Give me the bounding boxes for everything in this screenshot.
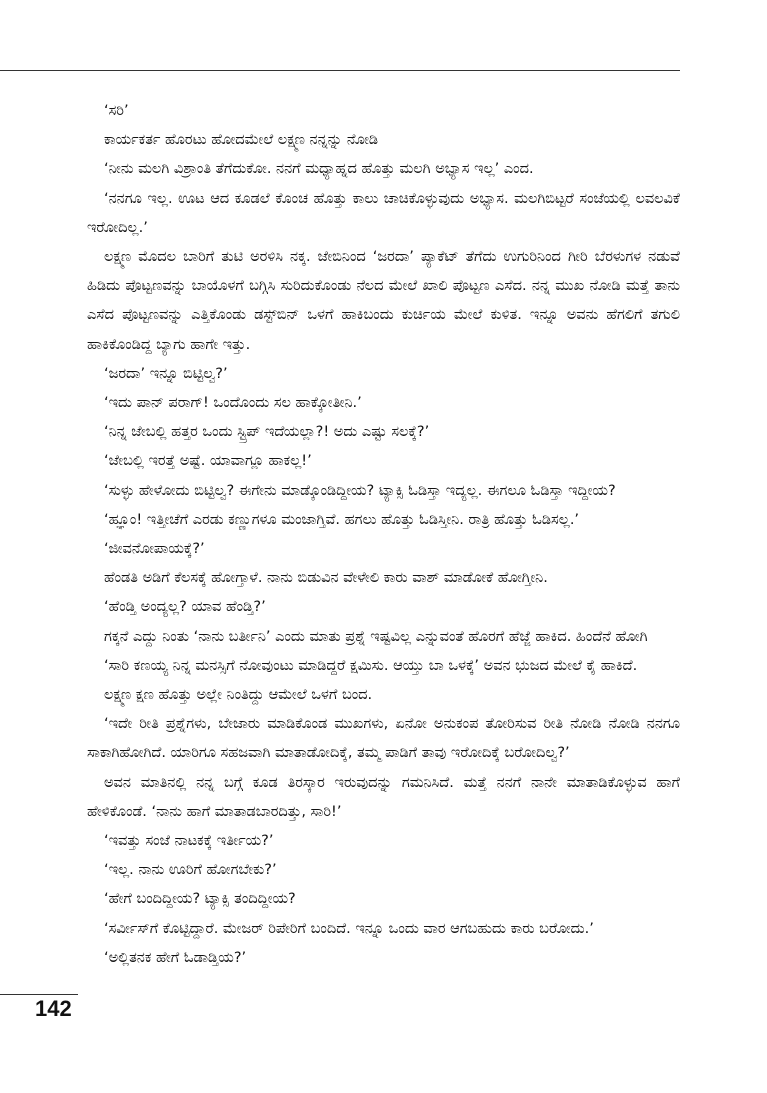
paragraph: ‘ಹ್ಞೂಂ! ಇತ್ತೀಚೆಗೆ ಎರಡು ಕಣ್ಣುಗಳೂ ಮಂಜಾಗ್ತಿವೆ. ಹಗಲು ಹೊತ್ತು ಓಡಿಸ್ತೀನಿ. ರಾತ್ರಿ ಹೊತ್ತು ಓಡಿಸಲ್ಲ.’ [104,511,580,528]
paragraph: ಕಾರ್ಯಕರ್ತ ಹೊರಟು ಹೋದಮೇಲೆ ಲಕ್ಷ್ಮಣ ನನ್ನನ್ನು ನೋಡಿ [104,132,379,149]
paragraph: ‘ಜೀವನೋಪಾಯಕ್ಕೆ?’ [104,541,205,558]
paragraph: ‘ನನಗೂ ಇಲ್ಲ. ಊಟ ಆದ ಕೂಡಲೆ ಕೊಂಚ ಹೊತ್ತು ಕಾಲು ಚಾಚಿಕೊಳ್ಳುವುದು ಅಭ್ಯಾಸ. ಮಲಗಿಬಿಟ್ಟರೆ ಸಂಜೆಯಲ್ಲಿ ಲವಲವಿಕೆ ಇರೋದಿಲ್ಲ.’ [87,190,680,236]
paragraph: ‘ಹೆಂಡ್ತಿ ಅಂದ್ಯಲ್ಲ? ಯಾವ ಹೆಂಡ್ತಿ?’ [104,599,266,616]
paragraph: ‘ಇದೇ ರೀತಿ ಪ್ರಶ್ನೆಗಳು, ಬೇಜಾರು ಮಾಡಿಕೊಂಡ ಮುಖಗಳು, ಏನೋ ಅನುಕಂಪ ತೋರಿಸುವ ರೀತಿ ನೋಡಿ ನೋಡಿ ನನಗೂ ಸಾಕಾಗಿಹೋಗಿದೆ. ಯಾರಿಗೂ ಸಹಜವಾಗಿ ಮಾತಾಡೋದಿಕ್ಕೆ, ತಮ್ಮ ಪಾಡಿಗೆ ತಾವು ಇರೋದಿಕ್ಕೆ ಬರೋದಿಲ್ವ?’ [87,716,680,762]
paragraph: ಗಕ್ಕನೆ ಎದ್ದು ನಿಂತು ‘ನಾನು ಬರ್ತೀನಿ’ ಎಂದು ಮಾತು ಪ್ರಶ್ನೆ ಇಷ್ಟವಿಲ್ಲ ಎನ್ನುವಂತೆ ಹೊರಗೆ ಹೆಜ್ಜೆ ಹಾಕಿದ. ಹಿಂದೆನೆ ಹೋಗಿ [104,628,648,645]
paragraph: ‘ಜೇಬಲ್ಲಿ ಇರತ್ತೆ ಅಷ್ಟೆ. ಯಾವಾಗ್ಲೂ ಹಾಕಲ್ಲ!’ [104,453,312,470]
page-number: 142 [35,996,72,1021]
paragraph: ‘ಸಾರಿ ಕಣಯ್ಯ ನಿನ್ನ ಮನಸ್ಸಿಗೆ ನೋವುಂಟು ಮಾಡಿದ್ದರೆ ಕ್ಷಮಿಸು. ಆಯ್ತು ಬಾ ಒಳಕ್ಕೆ’ ಅವನ ಭುಜದ ಮೇಲೆ ಕೈ ಹಾಕಿದೆ. [104,657,638,674]
paragraph: ಅವನ ಮಾತಿನಲ್ಲಿ ನನ್ನ ಬಗ್ಗೆ ಕೂಡ ತಿರಸ್ಕಾರ ಇರುವುದನ್ನು ಗಮನಿಸಿದೆ. ಮತ್ತೆ ನನಗೆ ನಾನೇ ಮಾತಾಡಿಕೊಳ್ಳುವ ಹಾಗೆ ಹೇಳಿಕೊಂಡೆ. ‘ನಾನು ಹಾಗೆ ಮಾತಾಡಬಾರದಿತ್ತು, ಸಾರಿ!’ [87,774,680,820]
paragraph: ‘ಹೇಗೆ ಬಂದಿದ್ದೀಯ? ಟ್ಯಾಕ್ಸಿ ತಂದಿದ್ದೀಯ? [104,891,296,908]
paragraph: ‘ಸರಿ’ [104,103,129,119]
paragraph: ‘ಸುಳ್ಳು ಹೇಳೋದು ಬಿಟ್ಟಿಲ್ವ? ಈಗೇನು ಮಾಡ್ಕೊಂಡಿದ್ದೀಯ? ಟ್ಯಾಕ್ಸಿ ಓಡಿಸ್ತಾ ಇದ್ಯಲ್ಲ. ಈಗಲೂ ಓಡಿಸ್ತಾ ಇದ್ದೀಯ? [104,482,616,499]
paragraph: ಲಕ್ಷ್ಮಣ ಮೊದಲ ಬಾರಿಗೆ ತುಟಿ ಅರಳಿಸಿ ನಕ್ಕ. ಜೇಬಿನಿಂದ ‘ಜರದಾ’ ಪ್ಯಾಕೆಟ್ ತೆಗೆದು ಉಗುರಿನಿಂದ ಗೀರಿ ಬೆರಳುಗಳ ನಡುವೆ ಹಿಡಿದು ಪೊಟ್ಟಣವನ್ನು ಬಾಯೊಳಗೆ ಬಗ್ಗಿಸಿ ಸುರಿದುಕೊಂಡು ನೆಲದ ಮೇಲೆ ಖಾಲಿ ಪೊಟ್ಟಣ ಎಸೆದ. ನನ್ನ ಮುಖ ನೋಡಿ ಮತ್ತೆ ತಾನು ಎಸೆದ ಪೊಟ್ಟಣವನ್ನು ಎತ್ತಿಕೊಂಡು ಡಸ್ಟ್‌ಬಿನ್ ಒಳಗೆ ಹಾಕಿಬಂದು ಕುರ್ಚಿಯ ಮೇಲೆ ಕುಳಿತ. ಇನ್ನೂ ಅವನು ಹೆಗಲಿಗೆ ತಗುಲಿ ಹಾಕಿಕೊಂಡಿದ್ದ ಬ್ಯಾಗು ಹಾಗೇ ಇತ್ತು. [87,249,680,353]
paragraph: ‘ಇದು ಪಾನ್ ಪರಾಗ್! ಒಂದೊಂದು ಸಲ ಹಾಕ್ಕೋತೀನಿ.’ [104,395,362,412]
paragraph: ಲಕ್ಷ್ಮಣ ಕ್ಷಣ ಹೊತ್ತು ಅಲ್ಲೇ ನಿಂತಿದ್ದು ಆಮೇಲೆ ಒಳಗೆ ಬಂದ. [104,687,373,704]
paragraph: ‘ನಿನ್ನ ಜೇಬಲ್ಲಿ ಹತ್ತರ ಒಂದು ಸ್ಟ್ರಿಪ್ ಇದೆಯಲ್ಲಾ?! ಅದು ಎಷ್ಟು ಸಲಕ್ಕೆ?’ [104,424,430,441]
paragraph: ‘ಇವತ್ತು ಸಂಜೆ ನಾಟಕಕ್ಕೆ ಇರ್ತೀಯ?’ [104,833,274,850]
paragraph: ‘ಸರ್ವೀಸ್‌ಗೆ ಕೊಟ್ಟಿದ್ದಾರೆ. ಮೇಜರ್ ರಿಪೇರಿಗೆ ಬಂದಿದೆ. ಇನ್ನೂ ಒಂದು ವಾರ ಆಗಬಹುದು ಕಾರು ಬರೋದು.’ [104,920,594,937]
paragraph: ‘ಇಲ್ಲ. ನಾನು ಊರಿಗೆ ಹೋಗಬೇಕು?’ [104,862,277,879]
paragraph: ‘ಜರದಾ’ ಇನ್ನೂ ಬಿಟ್ಟಿಲ್ವ?’ [104,365,228,382]
paragraph: ‘ನೀನು ಮಲಗಿ ವಿಶ್ರಾಂತಿ ತೆಗೆದುಕೋ. ನನಗೆ ಮಧ್ಯಾಹ್ನದ ಹೊತ್ತು ಮಲಗಿ ಅಭ್ಯಾಸ ಇಲ್ಲ’ ಎಂದ. [104,161,534,178]
header-rule [0,70,680,71]
paragraph: ಹೆಂಡತಿ ಅಡಿಗೆ ಕೆಲಸಕ್ಕೆ ಹೋಗ್ತಾಳೆ. ನಾನು ಬಿಡುವಿನ ವೇಳೇಲಿ ಕಾರು ವಾಶ್ ಮಾಡೋಕೆ ಹೋಗ್ತೀನಿ. [104,570,548,587]
body-text [87,97,680,973]
paragraph: ‘ಅಲ್ಲಿತನಕ ಹೇಗೆ ಓಡಾಡ್ತಿಯ?’ [104,949,247,966]
